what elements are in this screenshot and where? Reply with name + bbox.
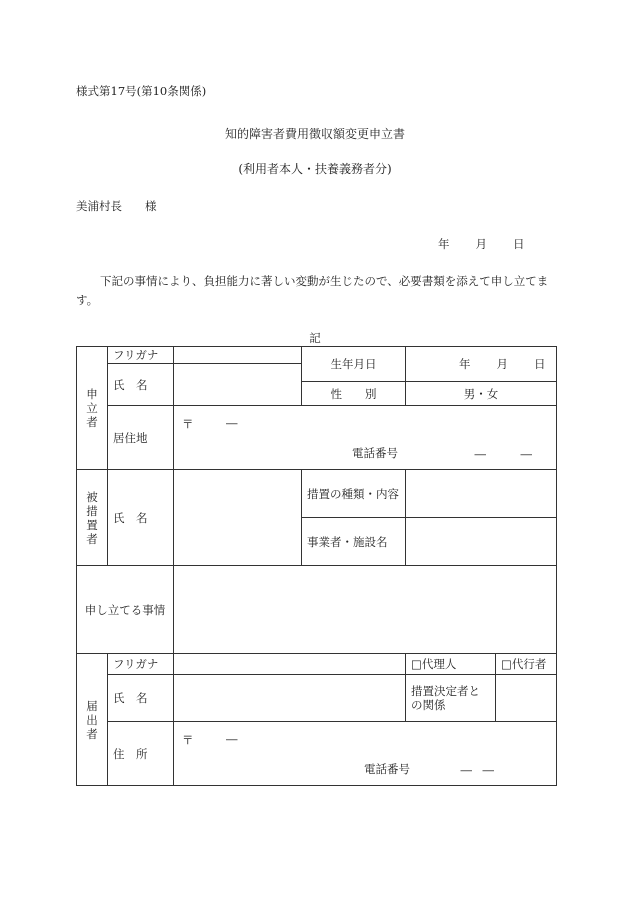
notifier-name-label: 氏 名 [108, 675, 174, 722]
ki-label: 記 [309, 331, 321, 345]
applicant-phone-label: 電話番号 [352, 446, 398, 460]
birthdate-month: 月 [496, 357, 508, 371]
notifier-address-label: 住 所 [108, 722, 174, 786]
submission-date[interactable] [438, 236, 525, 252]
application-form-table [76, 346, 557, 786]
date-year: 年 [438, 237, 450, 251]
notifier-section-label: 届 出 者 [77, 654, 108, 786]
measure-label: 措置の種類・内容 [302, 470, 406, 518]
phone-dash: ― [474, 447, 486, 461]
postal-dash: ― [226, 416, 238, 430]
subject-name-label: 氏 名 [108, 470, 174, 566]
subject-name-field[interactable] [174, 470, 302, 566]
addressee: 美浦村長 様 [76, 199, 157, 213]
postal-dash: ― [226, 732, 238, 746]
date-day: 日 [513, 237, 525, 251]
notifier-address-field[interactable] [174, 722, 557, 786]
document-title: 知的障害者費用徴収額変更申立書 [224, 127, 405, 141]
birthdate-day: 日 [534, 357, 546, 371]
phone-dash: ― [482, 763, 494, 777]
circumstances-field[interactable] [174, 566, 557, 654]
notifier-phone-label: 電話番号 [364, 762, 410, 776]
facility-field[interactable] [406, 518, 557, 566]
circumstances-label: 申し立てる事情 [77, 566, 174, 654]
notifier-furigana-field[interactable] [174, 654, 406, 675]
body-text: 下記の事情により、負担能力に著しい変動が生じたので、必要書類を添えて申し立てます。 [76, 274, 549, 307]
facility-label: 事業者・施設名 [302, 518, 406, 566]
form-number-label: 様式第17号(第10条関係) [76, 84, 207, 98]
phone-dash: ― [520, 447, 532, 461]
birthdate-year: 年 [459, 357, 471, 371]
applicant-address-label: 居住地 [108, 406, 174, 470]
date-month: 月 [475, 237, 487, 251]
relation-field[interactable] [496, 675, 557, 722]
birthdate-field[interactable] [406, 347, 557, 382]
proxy-checkbox[interactable]: □代行者 [496, 654, 557, 675]
relation-label: 措置決定者との関係 [406, 675, 496, 722]
postal-mark: 〒 [182, 417, 194, 431]
applicant-name-label: 氏 名 [108, 364, 174, 406]
applicant-furigana-label: フリガナ [108, 347, 174, 364]
notifier-furigana-label: フリガナ [108, 654, 174, 675]
phone-dash: ― [460, 763, 472, 777]
postal-mark: 〒 [182, 733, 194, 747]
sex-label: 性 別 [302, 382, 406, 406]
sex-field[interactable]: 男・女 [406, 382, 557, 406]
applicant-section-label: 申 立 者 [77, 347, 108, 470]
document-subtitle: (利用者本人・扶養義務者分) [238, 162, 392, 176]
birthdate-label: 生年月日 [302, 347, 406, 382]
measure-field[interactable] [406, 470, 557, 518]
applicant-address-field[interactable] [174, 406, 557, 470]
applicant-name-field[interactable] [174, 364, 302, 406]
notifier-name-field[interactable] [174, 675, 406, 722]
applicant-furigana-field[interactable] [174, 347, 302, 364]
agent-checkbox[interactable]: □代理人 [406, 654, 496, 675]
subject-section-label: 被 措 置 者 [77, 470, 108, 566]
